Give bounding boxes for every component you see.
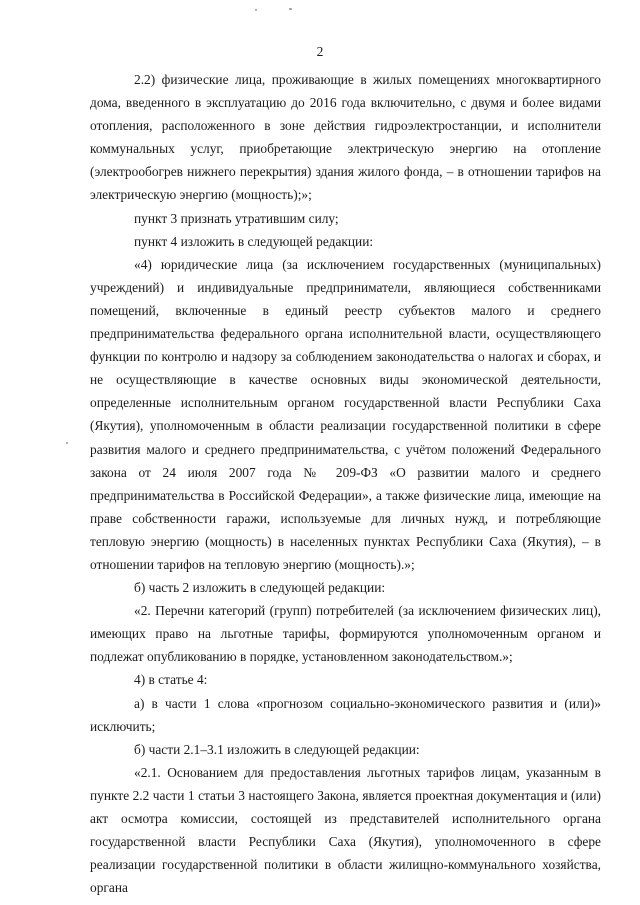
paragraph: б) часть 2 изложить в следующей редакции: bbox=[134, 580, 386, 596]
page-number: 2 bbox=[316, 44, 324, 59]
paragraph: «4) юридические лица (за исключением государственных (муниципальных) учреждений) и индивидуальные предприниматели, являющиеся собственниками помещений, включенные в единый реестр субъектов малого и среднего предпринимательства федерального органа исполнительной власти, осуществляющего функции по контролю и надзору за соблюдением законодательства о налогах и сборах, и не осуществляющие в качестве основных виды экономической деятельности, определенные исполнительным органом государственной власти Республики Саха (Якутия), уполномоченным в области реализации государственной политики в сфере развития малого и среднего предпринимательства, с учётом положений Федерального закона от 24 июля 2007 года № 209-ФЗ «О развитии малого и среднего предпринимательства в Российской Федерации», а также физические лица, имеющие на праве собственности гаражи, используемые для личных нужд, и потребляющие тепловую энергию (мощность) в населенных пунктах Республики Саха (Якутия), – в отношении тарифов на тепловую энергию (мощность).»; bbox=[90, 256, 601, 572]
scan-speck bbox=[255, 9, 257, 11]
paragraph: 2.2) физические лица, проживающие в жилых помещениях многоквартирного дома, введенного в эксплуатацию до 2016 года включительно, с двумя и более видами отопления, расположенного в зоне действия гидроэлектростанции, и исполнители коммунальных услуг, приобретающие электрическую энергию на отопление (электрообогрев нижнего перекрытия) здания жилого фонда, – в отношении тарифов на электрическую энергию (мощность);»; bbox=[90, 72, 601, 203]
paragraph: пункт 4 изложить в следующей редакции: bbox=[134, 233, 374, 249]
paragraph: б) части 2.1–3.1 изложить в следующей редакции: bbox=[134, 741, 420, 757]
document-body bbox=[90, 68, 601, 899]
paragraph: «2.1. Основанием для предоставления льготных тарифов лицам, указанным в пункте 2.2 части 1 статьи 3 настоящего Закона, является проектная документация и (или) акт осмотра комиссии, состоящей из представителей исполнительного органа государственной власти Республики Саха (Якутия), уполномоченного в сфере реализации государственной политики в области жилищно-коммунального хозяйства, органа bbox=[90, 764, 601, 896]
scan-speck bbox=[66, 442, 68, 444]
paragraph: «2. Перечни категорий (групп) потребителей (за исключением физических лиц), имеющих право на льготные тарифы, формируются уполномоченным органом и подлежат опубликованию в порядке, установленном законодательством.»; bbox=[90, 603, 601, 665]
paragraph: пункт 3 признать утратившим силу; bbox=[134, 210, 339, 226]
scan-speck bbox=[289, 8, 292, 10]
paragraph: а) в части 1 слова «прогнозом социально-экономического развития и (или)» исключить; bbox=[90, 695, 601, 734]
paragraph: 4) в статье 4: bbox=[134, 672, 208, 688]
